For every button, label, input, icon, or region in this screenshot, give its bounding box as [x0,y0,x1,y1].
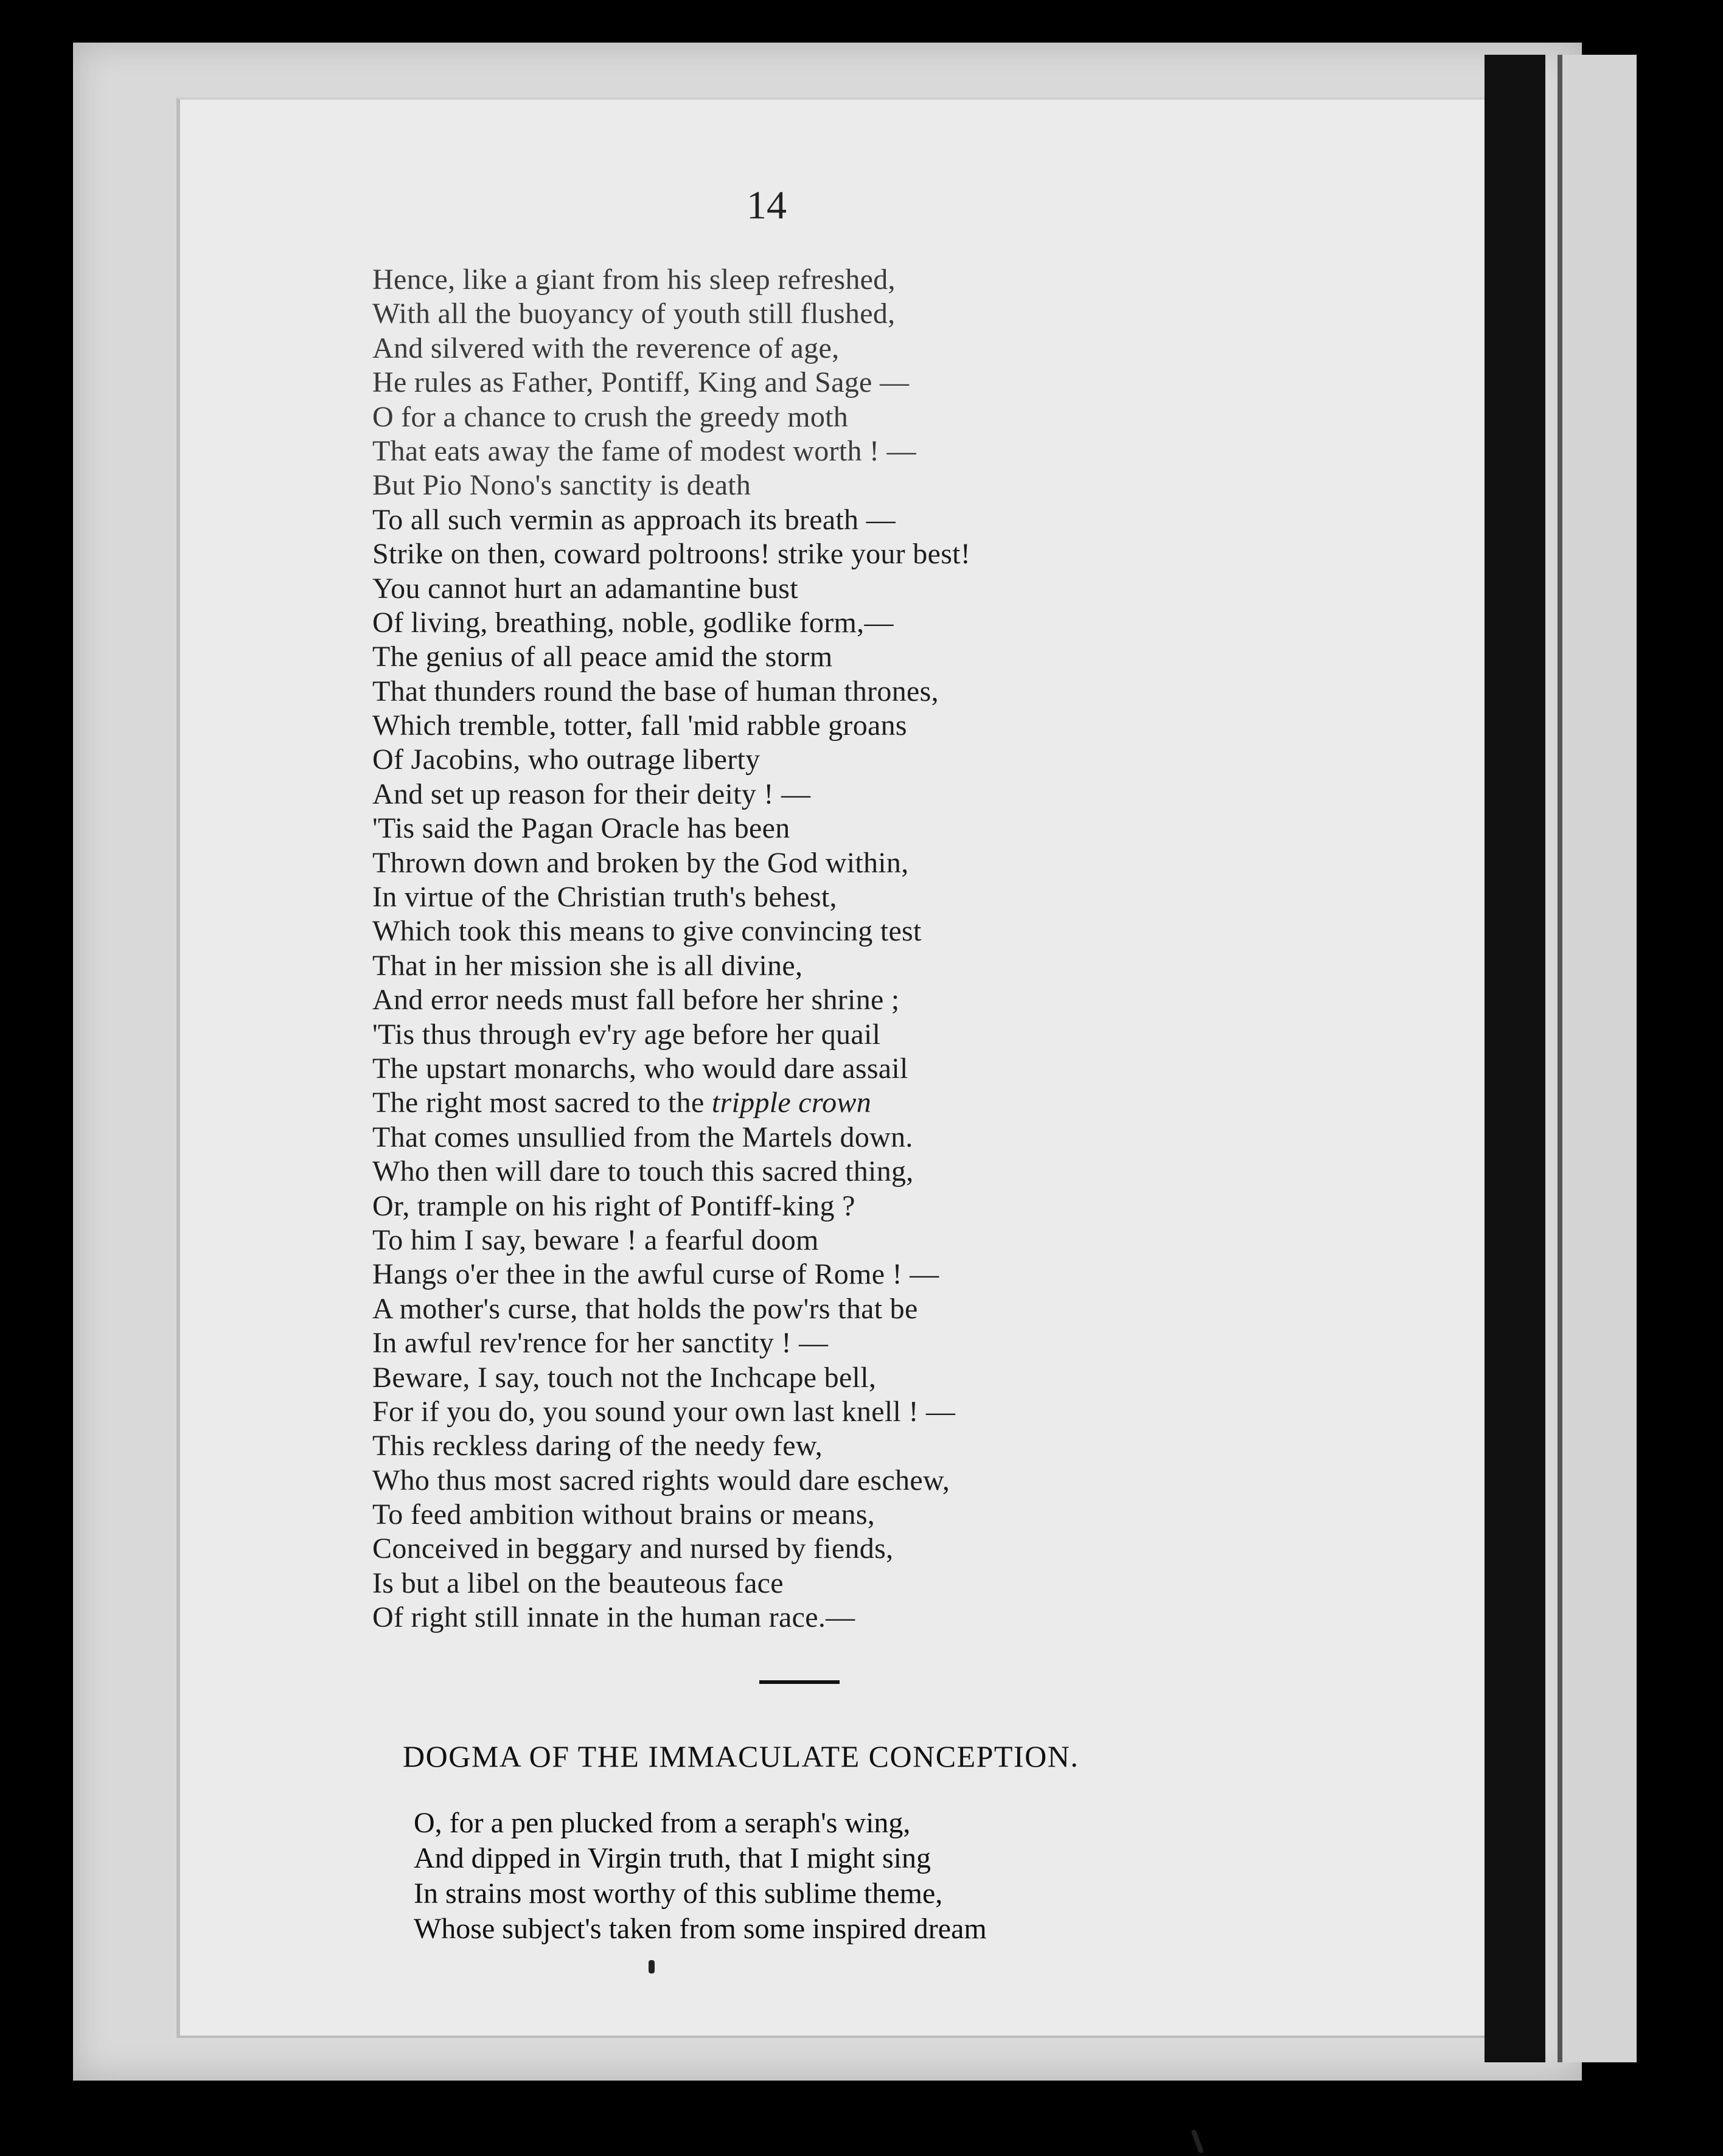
ink-speck [649,1960,655,1973]
poem-line: And error needs must fall before her shrine ; [372,984,900,1017]
poem-line: Hence, like a giant from his sleep refreshed, [372,263,896,296]
poem-line: But Pio Nono's sanctity is death [372,469,751,502]
stanza-line: In strains most worthy of this sublime theme, [414,1877,943,1910]
poem-line: In awful rev'rence for her sanctity ! — [372,1327,829,1360]
poem-line: Of right still innate in the human race.— [372,1601,855,1634]
poem-line: That eats away the fame of modest worth ! — [372,434,916,467]
poem-line: For if you do, you sound your own last knell ! — [372,1395,956,1428]
poem-line: Who then will dare to touch this sacred thing, [372,1155,914,1188]
section-divider [759,1680,840,1684]
poem-body [372,263,1224,1635]
poem-line: To all such vermin as approach its breath — [372,503,896,536]
poem-line-with-italic [372,1086,1224,1120]
adjacent-page-edge [1558,55,1637,2062]
poem-line: He rules as Father, Pontiff, King and Sage — [372,366,910,399]
poem-line: This reckless daring of the needy few, [372,1430,823,1462]
stanza-line: O, for a pen plucked from a seraph's wing, [414,1807,911,1839]
poem-line: That comes unsullied from the Martels down. [372,1121,913,1153]
poem-line-text: The right most sacred to the [372,1087,705,1119]
poem-line: 'Tis said the Pagan Oracle has been [372,812,790,845]
poem-line: Of living, breathing, noble, godlike form,— [372,606,894,639]
poem-line: Of Jacobins, who outrage liberty [372,743,761,776]
poem-line: You cannot hurt an adamantine bust [372,572,798,605]
poem-line: The upstart monarchs, who would dare assail [372,1052,908,1085]
section-title: DOGMA OF THE IMMACULATE CONCEPTION. [403,1739,1079,1773]
poem-line: Which tremble, totter, fall 'mid rabble groans [372,709,907,742]
poem-line: That thunders round the base of human thrones, [372,675,939,708]
poem-line: Beware, I say, touch not the Inchcape bell, [372,1361,877,1394]
poem-line: O for a chance to crush the greedy moth [372,400,849,433]
poem-line: Conceived in beggary and nursed by fiends, [372,1532,894,1565]
stanza-body [414,1806,1265,1947]
poem-line: Strike on then, coward poltroons! strike your best! [372,538,971,571]
stanza-line: And dipped in Virgin truth, that I might sing [414,1842,931,1874]
italic-phrase: tripple crown [711,1087,872,1119]
poem-line: Thrown down and broken by the God within, [372,846,909,879]
page-number: 14 [747,183,787,228]
poem-line: To feed ambition without brains or means, [372,1498,875,1531]
poem-line: The genius of all peace amid the storm [372,641,833,673]
poem-line: In virtue of the Christian truth's behest, [372,881,837,914]
poem-line: Hangs o'er thee in the awful curse of Rome ! — [372,1258,939,1291]
poem-line: Which took this means to give convincing test [372,915,922,948]
poem-line: A mother's curse, that holds the pow'rs that be [372,1292,918,1325]
poem-line: To him I say, beware ! a fearful doom [372,1223,819,1256]
poem-line: And set up reason for their deity ! — [372,777,811,810]
poem-line: With all the buoyancy of youth still flushed, [372,297,896,330]
poem-line: Who thus most sacred rights would dare eschew, [372,1464,950,1497]
poem-line: That in her mission she is all divine, [372,949,803,982]
binding-fold [1485,55,1545,2062]
ink-speck [1191,2129,1203,2154]
poem-line: Or, trample on his right of Pontiff-king ? [372,1189,855,1222]
poem-line: Is but a libel on the beauteous face [372,1567,784,1599]
stanza-line: Whose subject's taken from some inspired dream [414,1913,987,1945]
poem-line: And silvered with the reverence of age, [372,332,840,364]
poem-line: 'Tis thus through ev'ry age before her quail [372,1018,881,1051]
